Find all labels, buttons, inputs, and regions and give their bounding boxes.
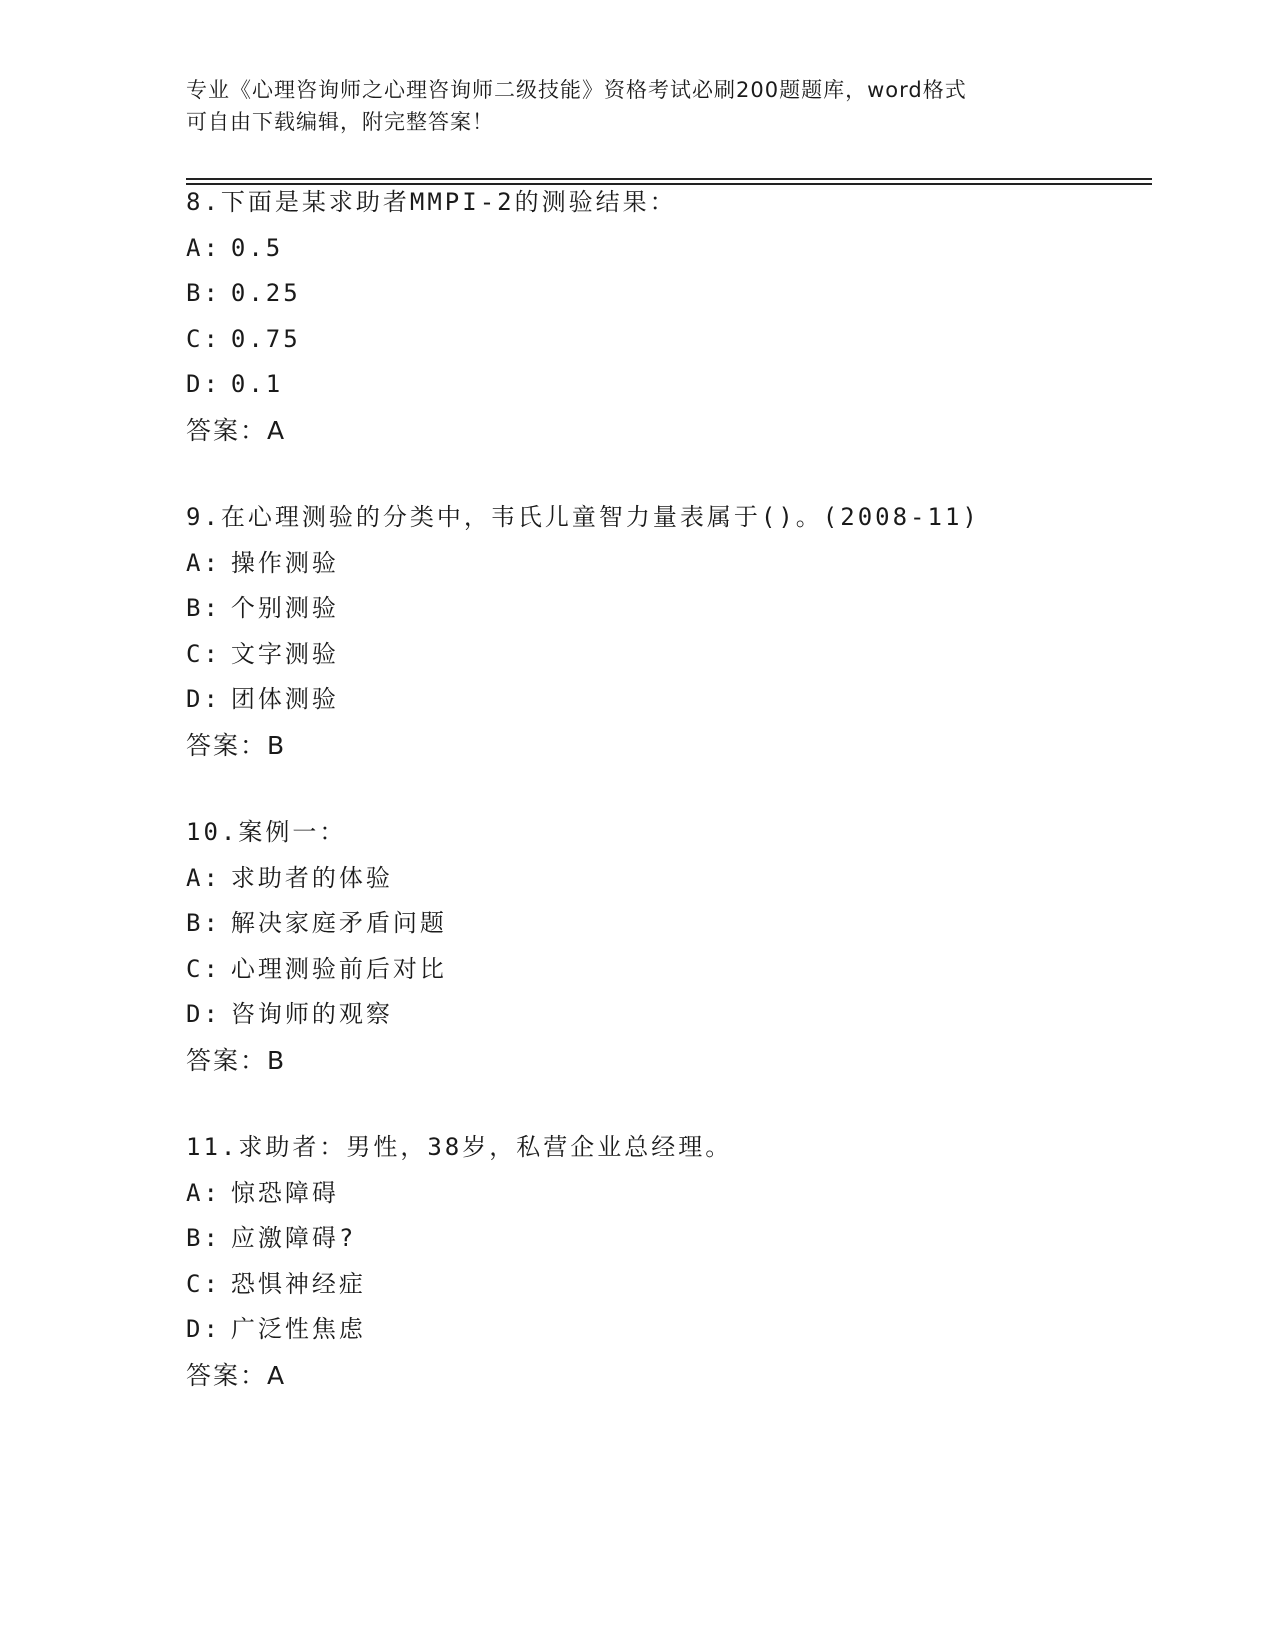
option-letter: B: [186, 279, 221, 307]
option-c [186, 632, 1146, 678]
answer-line: 答案：A [186, 1360, 287, 1390]
question-stem: 9.在心理测验的分类中，韦氏儿童智力量表属于()。(2008-11) [186, 503, 980, 531]
option-text: 解决家庭矛盾问题 [230, 909, 447, 937]
option-text: 0.1 [230, 370, 284, 398]
question-10 [186, 810, 1146, 1083]
option-letter: A: [186, 548, 221, 577]
option-text: 求助者的体验 [230, 863, 393, 892]
option-letter: C: [186, 639, 221, 668]
option-text: 恐惧神经症 [230, 1269, 366, 1298]
option-text: 应激障碍? [230, 1224, 357, 1252]
question-stem: 10.案例一： [186, 818, 347, 846]
option-b [186, 271, 1146, 317]
option-letter: B: [186, 594, 221, 622]
option-b [186, 901, 1146, 947]
option-letter: A: [186, 863, 221, 892]
header-subtitle-line: 可自由下载编辑，附完整答案！ [186, 110, 494, 134]
option-text: 团体测验 [230, 685, 339, 713]
option-letter: B: [186, 1224, 221, 1252]
option-letter: C: [186, 324, 221, 353]
option-text: 惊恐障碍 [230, 1178, 339, 1207]
option-letter: A: [186, 1178, 221, 1207]
option-letter: D: [186, 1000, 221, 1028]
answer-line: 答案：B [186, 1045, 287, 1075]
option-text: 0.75 [230, 324, 301, 353]
option-d [186, 1307, 1146, 1353]
option-letter: C: [186, 954, 221, 983]
option-text: 0.25 [230, 279, 301, 307]
option-text: 操作测验 [230, 548, 339, 577]
option-d [186, 677, 1146, 723]
option-text: 0.5 [230, 233, 284, 262]
option-letter: D: [186, 370, 221, 398]
question-9 [186, 495, 1146, 768]
option-text: 广泛性焦虑 [230, 1315, 366, 1343]
question-8 [186, 180, 1146, 453]
option-letter: B: [186, 909, 221, 937]
option-text: 个别测验 [230, 594, 339, 622]
option-text: 心理测验前后对比 [230, 954, 447, 983]
option-a [186, 541, 1146, 587]
option-text: 文字测验 [230, 639, 339, 668]
option-letter: C: [186, 1269, 221, 1298]
question-stem: 8.下面是某求助者MMPI-2的测验结果： [186, 188, 677, 216]
option-letter: A: [186, 233, 221, 262]
option-a [186, 226, 1146, 272]
option-b [186, 1216, 1146, 1262]
option-c [186, 947, 1146, 993]
option-text: 咨询师的观察 [230, 1000, 393, 1028]
header-title-line: 专业《心理咨询师之心理咨询师二级技能》资格考试必刷200题题库，word格式 [186, 78, 967, 102]
option-a [186, 1171, 1146, 1217]
option-a [186, 856, 1146, 902]
answer-line: 答案：B [186, 730, 287, 760]
question-stem: 11.求助者：男性，38岁，私营企业总经理。 [186, 1133, 733, 1161]
option-c [186, 317, 1146, 363]
option-letter: D: [186, 1315, 221, 1343]
option-d [186, 362, 1146, 408]
option-d [186, 992, 1146, 1038]
answer-line: 答案：A [186, 415, 287, 445]
option-c [186, 1262, 1146, 1308]
option-b [186, 586, 1146, 632]
question-11 [186, 1125, 1146, 1398]
option-letter: D: [186, 685, 221, 713]
